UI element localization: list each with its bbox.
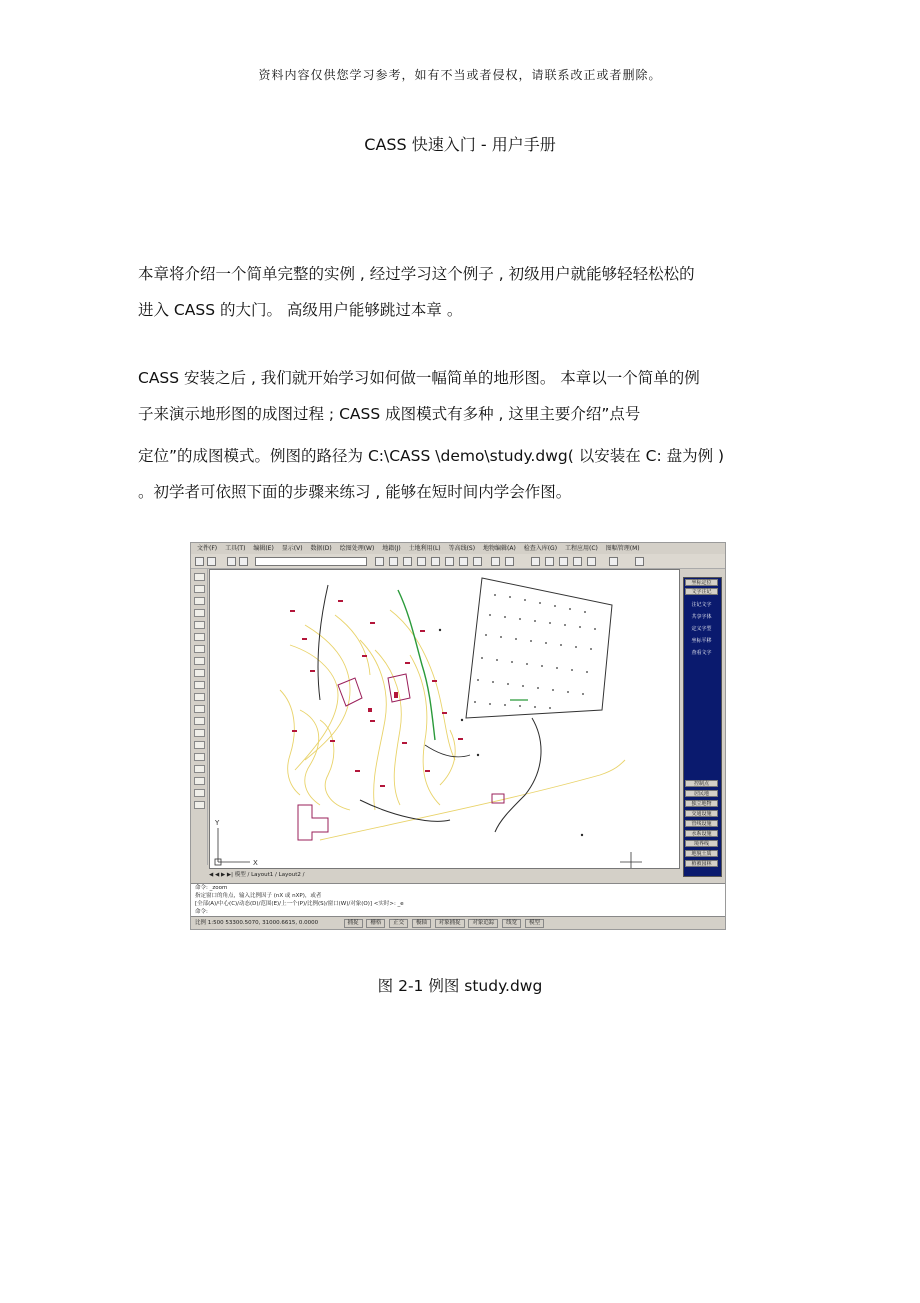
status-toggle[interactable]: 线宽 <box>502 919 521 928</box>
pan-icon[interactable] <box>389 557 398 566</box>
black-points <box>439 629 583 836</box>
path-mid <box>425 745 470 757</box>
trim-tool-icon[interactable] <box>194 741 205 749</box>
text-tool-icon[interactable] <box>194 645 205 653</box>
paragraph-path <box>138 438 798 510</box>
menu-item[interactable]: 等高线(S) <box>448 545 476 552</box>
zoom-window-icon[interactable] <box>403 557 412 566</box>
line-tool-icon[interactable] <box>194 573 205 581</box>
menu-item[interactable]: 编辑(E) <box>253 545 274 552</box>
menu-item[interactable]: 显示(V) <box>281 545 303 552</box>
polyline-tool-icon[interactable] <box>194 585 205 593</box>
refresh-icon[interactable] <box>559 557 568 566</box>
drawing-canvas[interactable] <box>209 569 680 869</box>
fillet-tool-icon[interactable] <box>194 801 205 809</box>
zoom-in-icon[interactable] <box>573 557 582 566</box>
figure-caption: 图 2-1 例图 study.dwg <box>377 977 543 995</box>
panel-button[interactable]: 控制点 <box>685 780 718 787</box>
panel-button[interactable]: 居民地 <box>685 790 718 797</box>
crosshair-cursor <box>620 852 642 868</box>
building-b <box>388 674 410 702</box>
contour-lines <box>280 610 625 840</box>
offset-tool-icon[interactable] <box>194 729 205 737</box>
explode-tool-icon[interactable] <box>194 777 205 785</box>
rect-tool-icon[interactable] <box>194 669 205 677</box>
zoom-out-icon[interactable] <box>587 557 596 566</box>
panel-button[interactable]: 境界线 <box>685 840 718 847</box>
panel-item[interactable]: 查看文字 <box>691 650 712 656</box>
status-bar <box>191 918 725 929</box>
paragraph-line: 子来演示地形图的成图过程 ; CASS 成图模式有多种 , 这里主要介绍”点号 <box>138 405 641 423</box>
rotate-tool-icon[interactable] <box>194 705 205 713</box>
road-bottom <box>360 800 450 821</box>
print-icon[interactable] <box>635 557 644 566</box>
menu-item[interactable]: 文件(F) <box>197 545 218 552</box>
figure-screenshot <box>190 542 726 930</box>
disclaimer: 资料内容仅供您学习参考，如有不当或者侵权，请联系改正或者删除。 <box>258 68 662 82</box>
status-toggle[interactable]: 捕捉 <box>344 919 363 928</box>
status-toggle[interactable]: 正交 <box>389 919 408 928</box>
panel-button[interactable]: 管线设施 <box>685 820 718 827</box>
panel-item[interactable]: 坐标平移 <box>691 638 712 644</box>
copy-tool-icon[interactable] <box>194 693 205 701</box>
right-panel <box>680 569 725 881</box>
layer-dropdown[interactable] <box>255 557 367 566</box>
road-left <box>318 585 328 700</box>
zoom-icon[interactable] <box>375 557 384 566</box>
topographic-map <box>210 570 679 868</box>
status-toggle[interactable]: 栅格 <box>366 919 385 928</box>
paragraph-install <box>138 360 798 432</box>
erase-tool-icon[interactable] <box>194 765 205 773</box>
command-line: 命令: _zoom <box>195 885 228 891</box>
vegetation-dots <box>474 594 596 709</box>
building-c <box>298 805 328 840</box>
road-right <box>495 718 541 832</box>
status-toggle[interactable]: 对象捕捉 <box>435 919 465 928</box>
command-line: 指定窗口的角点，输入比例因子 (nX 或 nXP)，或者 <box>195 893 322 899</box>
panel-button[interactable]: 独立地物 <box>685 800 718 807</box>
arc-tool-icon[interactable] <box>194 609 205 617</box>
menu-item[interactable]: 检查入库(G) <box>523 545 558 552</box>
command-window[interactable] <box>191 883 725 917</box>
status-toggle[interactable]: 极轴 <box>412 919 431 928</box>
symbol-panel <box>683 577 722 877</box>
extend-tool-icon[interactable] <box>194 753 205 761</box>
menu-item[interactable]: 绘图处理(W) <box>339 545 375 552</box>
layer-icon[interactable] <box>227 557 236 566</box>
hatch-tool-icon[interactable] <box>194 633 205 641</box>
left-toolbar <box>191 569 208 865</box>
command-line: 命令: <box>195 909 208 915</box>
panel-button[interactable]: 地貌土质 <box>685 850 718 857</box>
measure-icon[interactable] <box>473 557 482 566</box>
undo-icon[interactable] <box>491 557 500 566</box>
status-toggle[interactable]: 模型 <box>525 919 544 928</box>
block-tool-icon[interactable] <box>194 657 205 665</box>
pencil-icon[interactable] <box>417 557 426 566</box>
menu-item[interactable]: 土地利用(L) <box>408 545 441 552</box>
help-icon[interactable] <box>609 557 618 566</box>
break-tool-icon[interactable] <box>194 789 205 797</box>
menu-item[interactable]: 图幅管理(M) <box>605 545 640 552</box>
paragraph-line: 进入 CASS 的大门。 高级用户能够跳过本章 。 <box>138 301 463 319</box>
panel-button[interactable]: 交通设施 <box>685 810 718 817</box>
panel-item[interactable]: 注记文字 <box>691 602 712 608</box>
paragraph-line: 。初学者可依照下面的步骤来练习 , 能够在短时间内学会作图。 <box>138 483 572 501</box>
status-coords: 比例 1:500 53300.5070, 31000.6615, 0.0000 <box>195 920 319 926</box>
axis-y-label: Y <box>215 819 220 827</box>
open-icon[interactable] <box>207 557 216 566</box>
menu-item[interactable]: 工程应用(C) <box>564 545 598 552</box>
paragraph-line: 定位”的成图模式。例图的路径为 C:\CASS \demo\study.dwg( 以安装在 C: 盘为例 ) <box>138 447 725 465</box>
status-toggle[interactable]: 对象追踪 <box>468 919 498 928</box>
menu-item[interactable]: 工具(T) <box>225 545 246 552</box>
toolbar <box>191 554 725 569</box>
match-icon[interactable] <box>545 557 554 566</box>
new-icon[interactable] <box>195 557 204 566</box>
text-icon[interactable] <box>445 557 454 566</box>
color-icon[interactable] <box>239 557 248 566</box>
command-line: [全部(A)/中心(C)/动态(D)/范围(E)/上一个(P)/比例(S)/窗口(W)/对象(O)] <实时>: _e <box>195 901 404 907</box>
menu-item[interactable]: 数据(D) <box>310 545 332 552</box>
paragraph-intro <box>138 256 798 328</box>
panel-item[interactable]: 共享字体 <box>691 614 712 620</box>
paragraph-line: 本章将介绍一个简单完整的实例 , 经过学习这个例子 , 初级用户就能够轻轻松松的 <box>138 265 695 283</box>
menu-item[interactable]: 地籍(J) <box>382 545 401 552</box>
panel-button[interactable]: 植被园林 <box>685 860 718 867</box>
panel-button[interactable]: 水系设施 <box>685 830 718 837</box>
edit-icon[interactable] <box>431 557 440 566</box>
move-tool-icon[interactable] <box>194 681 205 689</box>
page-title: CASS 快速入门 - 用户手册 <box>364 135 556 154</box>
layout-tabs[interactable]: ◀ ◀ ▶ ▶| 模型 / Layout1 / Layout2 / <box>209 870 679 881</box>
panel-button[interactable]: 坐标定位 <box>685 579 718 586</box>
mirror-tool-icon[interactable] <box>194 717 205 725</box>
menu-item[interactable]: 地物编辑(A) <box>483 545 516 552</box>
redo-icon[interactable] <box>505 557 514 566</box>
point-tool-icon[interactable] <box>194 621 205 629</box>
panel-button[interactable]: 文字注记 <box>685 588 718 595</box>
ucs-icon <box>215 828 250 865</box>
axis-x-label: X <box>253 859 258 867</box>
paragraph-line: CASS 安装之后 , 我们就开始学习如何做一幅简单的地形图。 本章以一个简单的例 <box>138 369 700 387</box>
survey-points <box>290 600 463 787</box>
panel-item[interactable]: 定义字型 <box>691 626 712 632</box>
properties-icon[interactable] <box>531 557 540 566</box>
vegetation-polygon <box>466 578 612 718</box>
circle-tool-icon[interactable] <box>194 597 205 605</box>
query-icon[interactable] <box>459 557 468 566</box>
